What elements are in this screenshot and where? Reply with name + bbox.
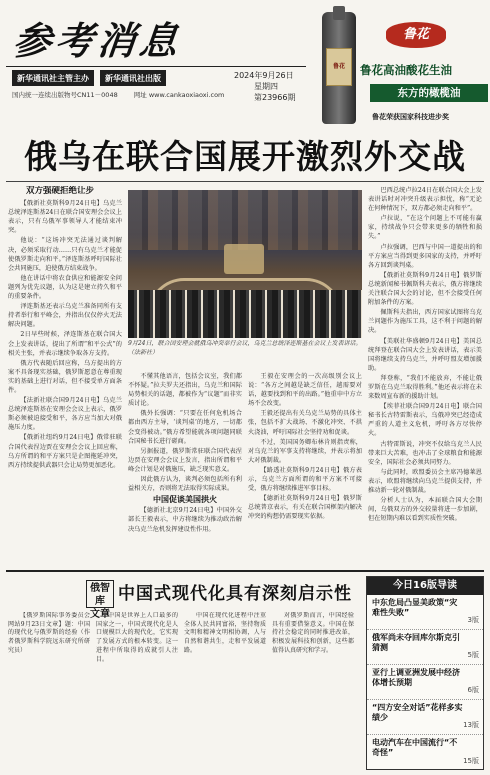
masthead xyxy=(6,4,484,152)
paragraph: 中国是世界上人口最多的国家之一，中国式现代化是人口规模巨大的现代化，它实现了发展方式的根本转变。这一进程中所取得的成就引人注目。 xyxy=(96,612,178,663)
index-item-title: 俄军尚未夺回库尔斯克引猜测 xyxy=(372,633,460,652)
paragraph: 巴西总统卢拉24日在联合国大会上发表讲话时对冲突升级表示担忧，称“无论在何种情况下，双方都必须走向和平”。 xyxy=(368,187,482,213)
paragraph: 与此同时，欧盟委员会主席冯德莱恩表示，欧盟将继续向乌克兰提供支持，并推动新一轮对俄制裁。 xyxy=(368,468,482,494)
index-item-title: 亚行上调亚洲发展中经济体增长预期 xyxy=(372,668,460,687)
paragraph: 【路透社莫斯科9月24日电】俄方表示，乌克兰方面所谓的和平方案不可接受，俄方将继续推进军事目标。 xyxy=(248,466,362,493)
ad-title: 鲁花高油酸花生油 xyxy=(360,63,452,77)
commentary-title: 中国式现代化具有深刻启示性 xyxy=(118,584,352,604)
paragraph: 对俄罗斯而言，中国经验具有重要借鉴意义。中国在保持社会稳定的同时推进改革，积极发展科技和创新，这些都值得认真研究和学习。 xyxy=(272,612,354,654)
commentary-column xyxy=(96,612,178,772)
news-photo xyxy=(128,190,362,338)
today-index-box xyxy=(366,576,484,770)
masthead-rule xyxy=(6,66,306,67)
article-middle-column-1 xyxy=(128,372,242,564)
commentary-tag xyxy=(86,580,114,620)
commentary-column xyxy=(272,612,354,772)
agency-publisher: 新华通讯社出版 xyxy=(100,70,166,86)
ad-slogan: 东方的橄榄油 xyxy=(370,84,488,102)
agency-sponsor: 新华通讯社主管主办 xyxy=(12,70,94,86)
index-item-page: 15版 xyxy=(463,757,479,765)
paragraph: 王毅还提出有关乌克兰局势的具体主张，包括不扩大战场、不激化冲突、不拱火浇油，呼吁国际社会坚持劝和促谈。 xyxy=(248,410,362,436)
article-middle-column-2 xyxy=(248,372,362,564)
ad-subtitle: 鲁花荣获国家科技进步奖 xyxy=(372,112,449,121)
article-left-column xyxy=(8,186,122,564)
paragraph: 他说：“这场冲突无法通过谈判解决，必须采取行动……只有乌克兰才能促使俄罗斯走向和平。”泽连斯基呼吁国际社会共同施压，迫使俄方结束战争。 xyxy=(8,237,122,272)
section-divider xyxy=(6,570,484,572)
paragraph: 泽连斯基还表示乌克兰准备同所有支持者举行和平峰会，并指出仅仅停火无法解决问题。 xyxy=(8,303,122,329)
index-item[interactable] xyxy=(367,630,483,665)
date-block xyxy=(234,70,296,102)
index-item[interactable] xyxy=(367,735,483,770)
paragraph: 不懂其他语言，包括会议室，我们都不怀疑。”拉夫罗夫还指出，乌克兰和国际局势相关的话题，都被作为“议题”而非实质讨论。 xyxy=(128,373,242,408)
brand-logo: 鲁花 xyxy=(386,22,446,48)
paragraph: 俄方代表随后回应称，乌方提出的方案不具备现实基础，俄罗斯愿意在尊重现实的基础上进行对话，但不接受单方面条件。 xyxy=(8,359,122,394)
paragraph: 卢拉强调，巴西与中国一道提出的和平方案应当得到更多国家的支持，并呼吁各方回到谈判桌。 xyxy=(368,243,482,269)
paragraph: 中国在现代化进程中注重全体人民共同富裕，坚持物质文明和精神文明相协调，人与自然和谐共生，走和平发展道路。 xyxy=(184,612,266,654)
paragraph: 另据报道，俄罗斯常驻联合国代表涅边贾在安理会会议上发言，指出所谓和平峰会计划是对俄施压，缺乏现实意义。 xyxy=(128,447,242,473)
bottle-label: 鲁花 xyxy=(326,48,352,86)
paragraph: 俄外长强调：“只要在任何危机场合都由西方主导，‘谈判桌’的地方，一切都会变得被动。”俄方希望能就各项问题同联合国秘书长进行磋商。 xyxy=(128,410,242,445)
paragraph: 【德新社北京9月24日电】中国外交部长王毅表示，中方将继续为推动政治解决乌克兰危机发挥建设性作用。 xyxy=(128,507,242,533)
paragraph: 因此俄方认为，谈判必须包括所有利益相关方，否则将无法取得实际成果。 xyxy=(128,476,242,493)
paragraph: 【埃菲社联合国9月24日电】联合国秘书长古特雷斯表示，乌俄冲突已经造成严重的人道主义危机，呼吁各方尽快停火。 xyxy=(368,403,482,438)
agency-bar xyxy=(12,70,230,86)
index-item-page: 13版 xyxy=(463,721,479,729)
index-item-title: “四方安全对话”花样多实绩少 xyxy=(372,703,463,722)
index-item-title: 电动汽车在中国流行“不奇怪” xyxy=(372,738,458,757)
photo-background-wall xyxy=(128,190,362,250)
paragraph: 【美联社华盛顿9月24日电】美国总统拜登在联合国大会上发表讲话，表示美国将继续支持乌克兰，并呼吁盟友增加援助。 xyxy=(368,337,482,372)
photo-mural xyxy=(224,244,264,274)
issue-date: 2024年9月26日 xyxy=(234,71,294,80)
paragraph: 2日早些时候，泽连斯基在联合国大会上发表讲话，提出了所谓“和平公式”的相关主张，并表示继续争取各方支持。 xyxy=(8,331,122,357)
advertisement[interactable] xyxy=(312,12,488,152)
paragraph: 【俄新社莫斯科9月24日电】乌克兰总统泽连斯基24日在联合国安理会会议上表示，只有乌俄军事领导人才能结束冲突。 xyxy=(8,200,122,235)
paragraph: 卢拉说，“在这个问题上不可能有赢家，持续战争只会带来更多的牺牲和损失。” xyxy=(368,215,482,241)
publication-code: 国内统一连续出版物号CN11－0048 xyxy=(12,91,118,99)
paragraph: 他在讲话中将农食供应和能源安全问题列为优先议题，认为这是建立持久和平的重要条件。 xyxy=(8,274,122,301)
issue-weekday: 星期四 xyxy=(254,82,278,91)
commentary-body xyxy=(8,612,358,772)
paragraph: 【法新社联合国9月24日电】乌克兰总统泽连斯基在安理会会议上表示，俄罗斯必须被迫接受和平，各方应当加大对俄施压力度。 xyxy=(8,397,122,432)
photo-caption: 9月24日，联合国安理会就俄乌冲突举行会议，乌克兰总统泽连斯基在会议上发表讲话。（法新社） xyxy=(128,340,362,356)
commentary-tag-bottom: 文章 xyxy=(90,609,110,620)
photo-delegates xyxy=(128,290,362,338)
paragraph: 佩斯科夫指出，西方国家试图将乌克兰问题作为施压工具，这不利于问题的解决。 xyxy=(368,309,482,335)
paragraph: 分析人士认为，本届联合国大会期间，乌俄双方的外交较量将进一步加剧，但在短期内难以看到实质性突破。 xyxy=(368,497,482,523)
publication-line xyxy=(12,90,238,99)
index-item[interactable] xyxy=(367,665,483,700)
paragraph: 拜登称，“我们不能放弃，不能让俄罗斯在乌克兰取得胜利。”他还表示将在未来数周宣布新的援助计划。 xyxy=(368,374,482,401)
newspaper-logo: 参考消息 xyxy=(10,18,184,63)
website-link[interactable]: 网址 www.cankaoxiaoxi.com xyxy=(133,91,225,99)
oil-bottle-icon xyxy=(322,12,356,124)
headline-rule xyxy=(6,181,484,182)
middle-subhead: 中国促谈美国拱火 xyxy=(153,495,217,505)
paragraph: 王毅在安理会的一次高级别会议上说：“各方之间越是缺乏信任，越需要对话，越要找到和平的出路。”他重申中方立场不会改变。 xyxy=(248,373,362,408)
left-subhead: 双方强硬拒绝让步 xyxy=(26,186,95,196)
issue-number: 第23966期 xyxy=(254,93,296,102)
paragraph: 【德新社莫斯科9月24日电】俄罗斯总统普京表示，有关在联合国框架内解决冲突的构想仍需要现实依据。 xyxy=(248,495,362,521)
article-right-column xyxy=(368,186,482,564)
index-item-page: 3版 xyxy=(467,616,479,624)
index-item[interactable] xyxy=(367,595,483,630)
paragraph: 不过，美国国务卿布林肯则指责称，对乌克兰的军事支持将继续，并表示将加大对俄制裁。 xyxy=(248,438,362,464)
index-item[interactable] xyxy=(367,700,483,735)
commentary-column xyxy=(184,612,266,772)
paragraph: 【俄罗斯国际事务委员会网站9月23日文章】题：中国的现代化与俄罗斯的经验（作者俄罗斯科学院远东研究所研究员） xyxy=(8,612,90,654)
paragraph: 古特雷斯说，冲突不仅给乌克兰人民带来巨大苦难，也冲击了全球粮食和能源安全，国际社会必须共同努力。 xyxy=(368,440,482,466)
index-item-page: 6版 xyxy=(467,686,479,694)
index-item-title: 中东危局凸显美政策“灾难性失败” xyxy=(372,598,458,617)
main-headline: 俄乌在联合国展开激烈外交战 xyxy=(24,137,466,176)
paragraph: 【俄新社莫斯科9月24日电】俄罗斯总统新闻秘书佩斯科夫表示，俄方将继续关注联合国大会的讨论，但不会接受任何附加条件的方案。 xyxy=(368,271,482,307)
index-item-page: 5版 xyxy=(467,651,479,659)
commentary-column xyxy=(8,612,90,772)
paragraph: 【俄新社纽约9月24日电】俄常驻联合国代表涅边贾在安理会会议上回应称，乌方所谓的和平方案只是企图拖延冲突，西方持续提供武器只会让局势更加恶化。 xyxy=(8,434,122,469)
commentary-tag-top: 俄智库 xyxy=(90,583,110,607)
index-header: 今日16版导读 xyxy=(367,577,483,595)
